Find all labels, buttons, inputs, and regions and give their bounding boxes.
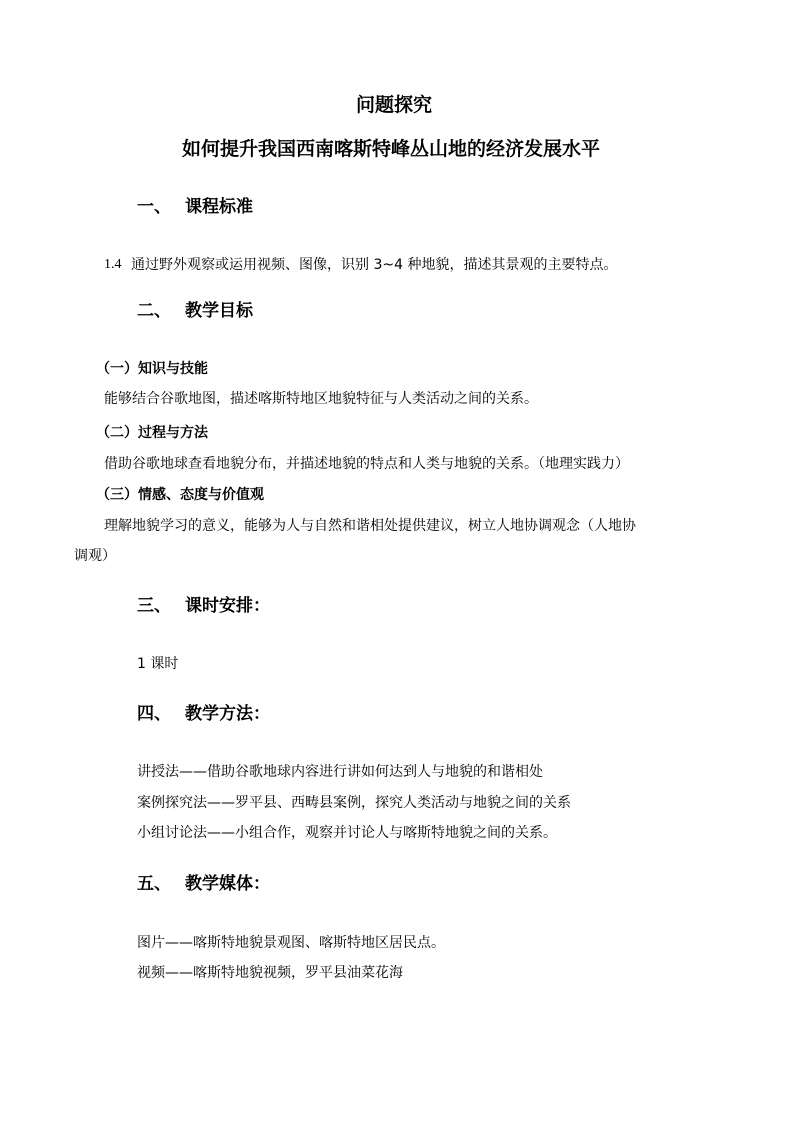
section4-heading-number: 四、 (137, 704, 171, 724)
objective-emotion-text-line1: 理解地貌学习的意义，能够为人与自然和谐相处提供建议，树立人地协调观念（人地协 (104, 518, 636, 534)
section1-heading-number: 一、 (137, 197, 171, 217)
objective-emotion-text-line2: 调观） (74, 548, 116, 564)
method-item: 案例探究法——罗平县、西畴县案例，探究人类活动与地貌之间的关系 (137, 795, 571, 811)
section3-heading: 课时安排： (185, 596, 270, 616)
class-hours-text: 1 课时 (137, 656, 179, 672)
document-title: 问题探究 (356, 94, 433, 116)
objective-knowledge-text: 能够结合谷歌地图，描述喀斯特地区地貌特征与人类活动之间的关系。 (104, 391, 538, 407)
objective-knowledge-heading: （一）知识与技能 (96, 361, 208, 377)
media-item: 图片——喀斯特地貌景观图、喀斯特地区居民点。 (137, 935, 445, 951)
section5-heading-number: 五、 (137, 874, 171, 894)
standard-text: 通过野外观察或运用视频、图像，识别 3~4 种地貌，描述其景观的主要特点。 (131, 257, 618, 273)
method-item: 讲授法——借助谷歌地球内容进行讲如何达到人与地貌的和谐相处 (137, 764, 543, 780)
objective-emotion-heading: （三）情感、态度与价值观 (96, 487, 264, 503)
section5-heading: 教学媒体： (185, 874, 270, 894)
objective-process-text: 借助谷歌地球查看地貌分布，并描述地貌的特点和人类与地貌的关系。（地理实践力） (104, 456, 629, 472)
method-item: 小组讨论法——小组合作，观察并讨论人与喀斯特地貌之间的关系。 (137, 825, 557, 841)
document-subtitle: 如何提升我国西南喀斯特峰丛山地的经济发展水平 (182, 138, 601, 160)
section3-heading-number: 三、 (137, 596, 171, 616)
section1-heading: 课程标准 (185, 197, 253, 217)
section4-heading: 教学方法： (185, 704, 270, 724)
section2-heading-number: 二、 (137, 301, 171, 321)
section2-heading: 教学目标 (185, 301, 253, 321)
media-item: 视频——喀斯特地貌视频，罗平县油菜花海 (137, 965, 403, 981)
objective-process-heading: （二）过程与方法 (96, 425, 208, 441)
standard-number: 1.4 (104, 257, 122, 272)
